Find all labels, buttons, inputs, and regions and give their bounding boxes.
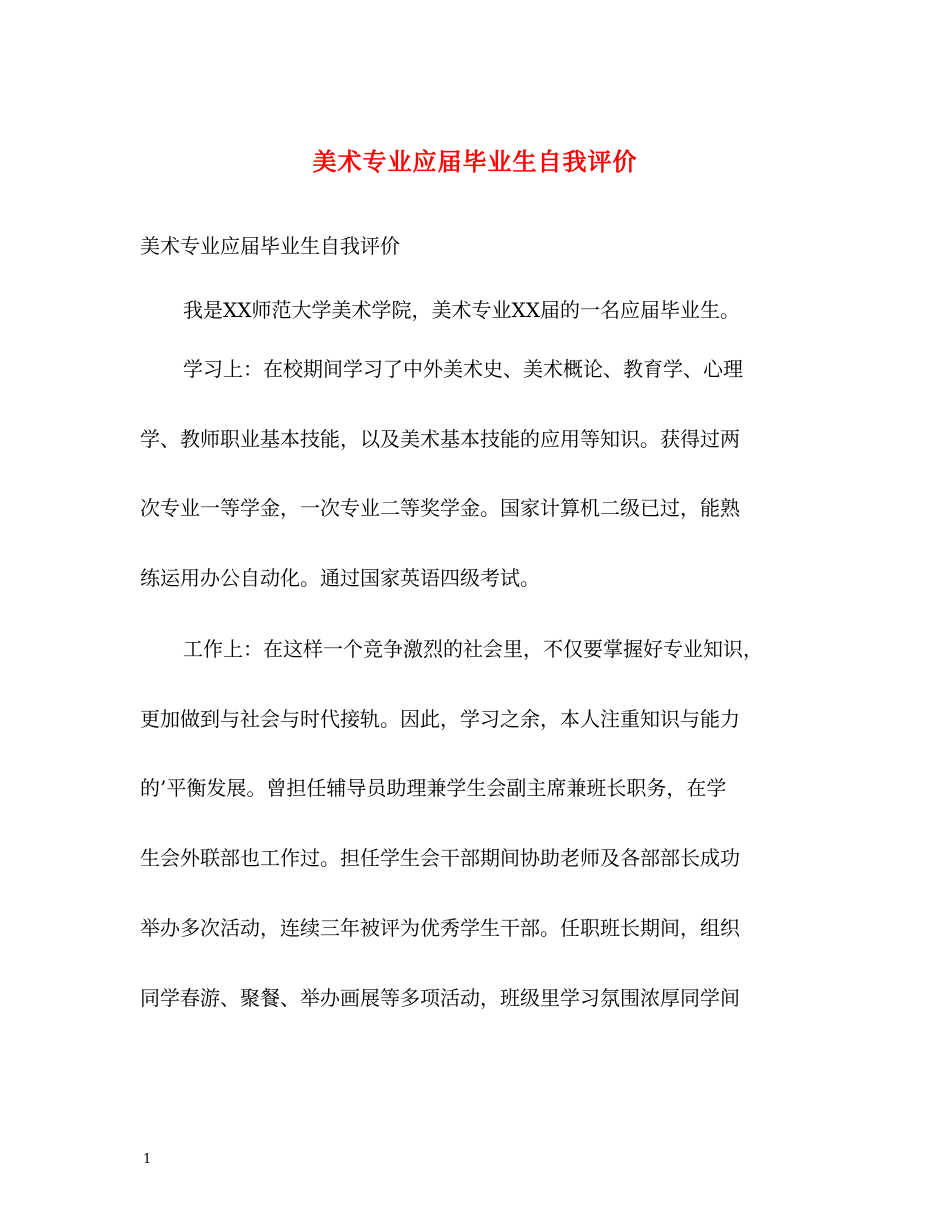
paragraph-line: 学习上：在校期间学习了中外美术史、美术概论、教育学、心理	[183, 357, 743, 381]
paragraph-line: 工作上：在这样一个竞争激烈的社会里，不仅要掌握好专业知识，	[183, 637, 763, 661]
paragraph-line: 同学春游、聚餐、举办画展等多项活动，班级里学习氛围浓厚同学间	[140, 986, 740, 1010]
paragraph-line: 次专业一等学金，一次专业二等奖学金。国家计算机二级已过，能熟	[140, 496, 740, 520]
paragraph-line: 举办多次活动，连续三年被评为优秀学生干部。任职班长期间，组织	[140, 916, 740, 940]
document-title: 美术专业应届毕业生自我评价	[312, 147, 638, 176]
page-number: 1	[143, 1152, 152, 1167]
paragraph-line: 练运用办公自动化。通过国家英语四级考试。	[140, 566, 540, 590]
paragraph-line: 生会外联部也工作过。担任学生会干部期间协助老师及各部部长成功	[140, 846, 740, 870]
paragraph-line: 更加做到与社会与时代接轨。因此，学习之余，本人注重知识与能力	[140, 707, 740, 731]
paragraph-line: 我是XX师范大学美术学院，美术专业XX届的一名应届毕业生。	[183, 298, 740, 322]
document-subtitle: 美术专业应届毕业生自我评价	[140, 234, 400, 258]
paragraph-line: 的’平衡发展。曾担任辅导员助理兼学生会副主席兼班长职务，在学	[140, 776, 727, 800]
paragraph-line: 学、教师职业基本技能，以及美术基本技能的应用等知识。获得过两	[140, 427, 740, 451]
